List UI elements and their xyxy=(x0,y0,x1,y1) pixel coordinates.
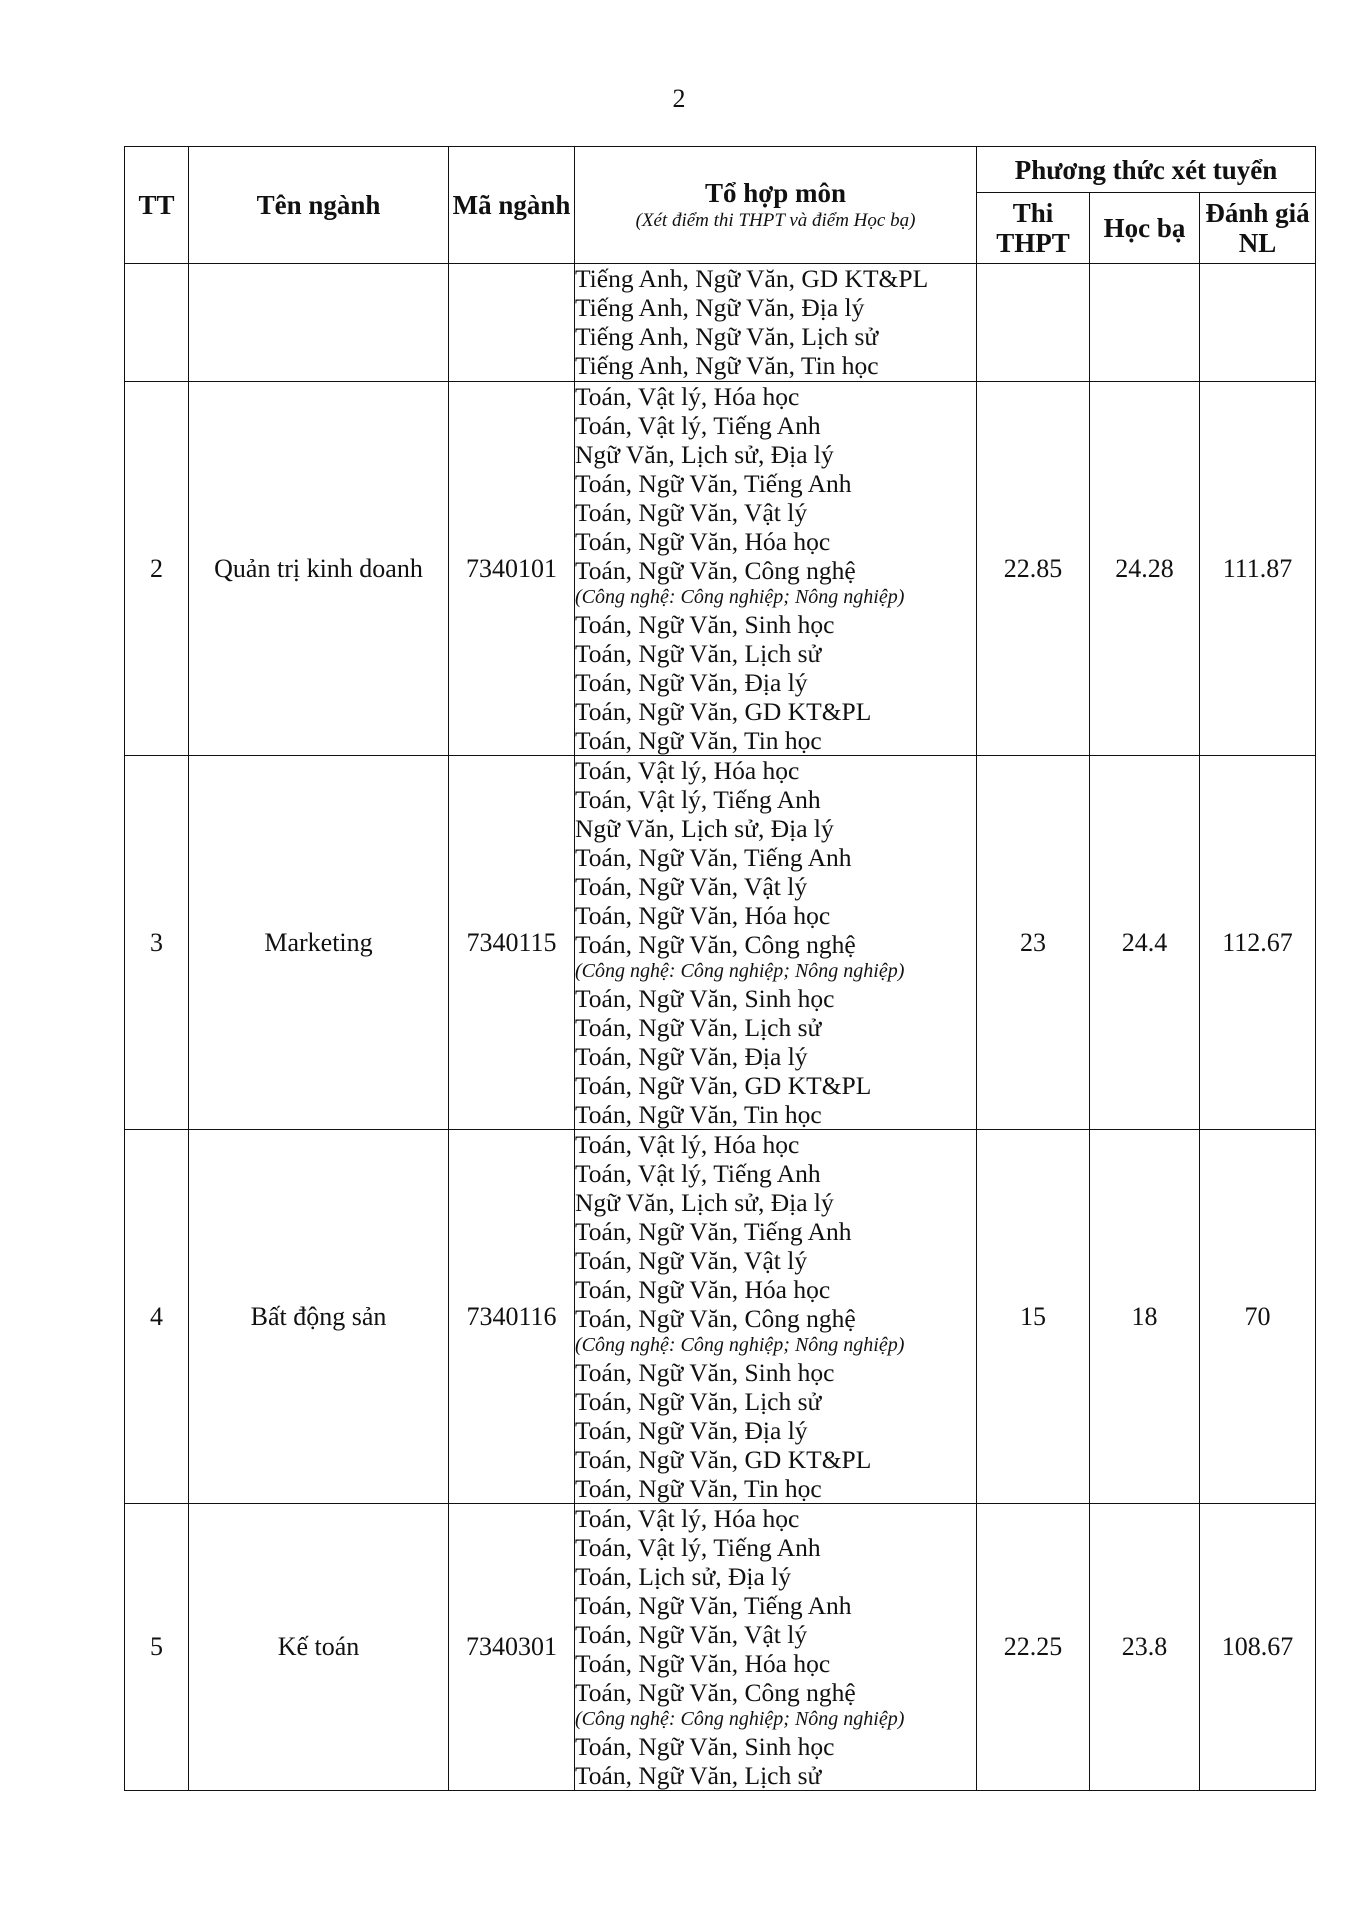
subject-combo: Tiếng Anh, Ngữ Văn, GD KT&PL xyxy=(575,264,929,293)
subject-combo: Toán, Ngữ Văn, Hóa học xyxy=(575,901,831,930)
subject-combo: Toán, Ngữ Văn, Tiếng Anh xyxy=(575,1217,852,1246)
subject-combo: Toán, Vật lý, Hóa học xyxy=(575,1504,800,1533)
header-ten-nganh: Tên ngành xyxy=(189,147,449,264)
row-major-name: Bất động sản xyxy=(189,1130,449,1504)
score-dgnl: 112.67 xyxy=(1200,756,1316,1130)
subject-combo: Toán, Ngữ Văn, Công nghệ xyxy=(575,1304,856,1333)
row-major-name: Kế toán xyxy=(189,1504,449,1791)
subject-combo: Toán, Ngữ Văn, Tiếng Anh xyxy=(575,843,852,872)
subject-combo: Toán, Ngữ Văn, GD KT&PL xyxy=(575,1445,872,1474)
admissions-table xyxy=(124,146,1316,1791)
header-to-hop-title: Tổ hợp môn xyxy=(705,178,846,208)
table-row xyxy=(125,382,1316,756)
score-thpt: 22.85 xyxy=(977,382,1090,756)
score-hoc-ba: 18 xyxy=(1090,1130,1200,1504)
subject-combo: Toán, Ngữ Văn, Công nghệ xyxy=(575,930,856,959)
subject-combo: Toán, Ngữ Văn, Tiếng Anh xyxy=(575,1591,852,1620)
subject-combo: Toán, Vật lý, Tiếng Anh xyxy=(575,1159,821,1188)
subject-combo: Toán, Vật lý, Hóa học xyxy=(575,1130,800,1159)
row-tt: 3 xyxy=(125,756,189,1130)
subject-note: (Công nghệ: Công nghiệp; Nông nghiệp) xyxy=(575,1708,905,1730)
subject-combo: Toán, Ngữ Văn, Sinh học xyxy=(575,984,835,1013)
subject-combo: Toán, Vật lý, Hóa học xyxy=(575,382,800,411)
score-thpt: 15 xyxy=(977,1130,1090,1504)
subject-combo: Toán, Ngữ Văn, Tin học xyxy=(575,1100,822,1129)
row-tt: 4 xyxy=(125,1130,189,1504)
subject-combo: Tiếng Anh, Ngữ Văn, Lịch sử xyxy=(575,322,879,351)
subject-combo: Toán, Ngữ Văn, Hóa học xyxy=(575,527,831,556)
subjects-cell xyxy=(575,1504,977,1791)
subject-combo: Toán, Ngữ Văn, Tin học xyxy=(575,1474,822,1503)
subjects-cell xyxy=(575,756,977,1130)
row-tt: 5 xyxy=(125,1504,189,1791)
subject-combo: Toán, Ngữ Văn, Sinh học xyxy=(575,1358,835,1387)
subject-combo: Toán, Vật lý, Tiếng Anh xyxy=(575,1533,821,1562)
subjects-cell xyxy=(575,382,977,756)
subject-combo: Toán, Ngữ Văn, Vật lý xyxy=(575,1620,808,1649)
score-hoc-ba: 23.8 xyxy=(1090,1504,1200,1791)
subject-note: (Công nghệ: Công nghiệp; Nông nghiệp) xyxy=(575,960,905,982)
table-row-continuation xyxy=(125,264,1316,382)
subject-combo: Toán, Ngữ Văn, Hóa học xyxy=(575,1275,831,1304)
score-hoc-ba: 24.28 xyxy=(1090,382,1200,756)
score-thpt: 23 xyxy=(977,756,1090,1130)
subject-note: (Công nghệ: Công nghiệp; Nông nghiệp) xyxy=(575,1334,905,1356)
row-major-code: 7340115 xyxy=(449,756,575,1130)
row-major-code: 7340116 xyxy=(449,1130,575,1504)
row-major-code: 7340101 xyxy=(449,382,575,756)
header-thi-thpt: Thi THPT xyxy=(977,193,1090,264)
row-tt: 2 xyxy=(125,382,189,756)
score-dgnl: 108.67 xyxy=(1200,1504,1316,1791)
subject-combo: Toán, Ngữ Văn, Tiếng Anh xyxy=(575,469,852,498)
score-dgnl: 111.87 xyxy=(1200,382,1316,756)
score-hoc-ba: 24.4 xyxy=(1090,756,1200,1130)
subject-combo: Toán, Ngữ Văn, Địa lý xyxy=(575,668,808,697)
subject-combo: Toán, Ngữ Văn, Vật lý xyxy=(575,498,808,527)
table-row xyxy=(125,1130,1316,1504)
subject-combo: Toán, Vật lý, Tiếng Anh xyxy=(575,411,821,440)
page-number: 2 xyxy=(672,84,686,113)
subject-combo: Toán, Ngữ Văn, Lịch sử xyxy=(575,1013,822,1042)
subject-combo: Tiếng Anh, Ngữ Văn, Tin học xyxy=(575,351,879,380)
subjects-cell xyxy=(575,264,977,382)
subject-combo: Toán, Vật lý, Hóa học xyxy=(575,756,800,785)
header-to-hop-mon xyxy=(575,147,977,264)
subject-combo: Ngữ Văn, Lịch sử, Địa lý xyxy=(575,1188,834,1217)
subject-combo: Toán, Ngữ Văn, Lịch sử xyxy=(575,1761,822,1790)
subject-combo: Toán, Lịch sử, Địa lý xyxy=(575,1562,791,1591)
subject-combo: Ngữ Văn, Lịch sử, Địa lý xyxy=(575,814,834,843)
header-tt: TT xyxy=(125,147,189,264)
table-row xyxy=(125,1504,1316,1791)
subject-combo: Toán, Ngữ Văn, Vật lý xyxy=(575,1246,808,1275)
row-major-name: Marketing xyxy=(189,756,449,1130)
subject-note: (Công nghệ: Công nghiệp; Nông nghiệp) xyxy=(575,586,905,608)
table-body xyxy=(125,264,1316,1791)
table-row xyxy=(125,756,1316,1130)
header-hoc-ba: Học bạ xyxy=(1090,193,1200,264)
subject-combo: Toán, Ngữ Văn, Sinh học xyxy=(575,1732,835,1761)
score-dgnl: 70 xyxy=(1200,1130,1316,1504)
subject-combo: Toán, Ngữ Văn, Công nghệ xyxy=(575,1678,856,1707)
subject-combo: Toán, Ngữ Văn, GD KT&PL xyxy=(575,697,872,726)
subject-combo: Toán, Ngữ Văn, Sinh học xyxy=(575,610,835,639)
subject-combo: Toán, Ngữ Văn, Địa lý xyxy=(575,1042,808,1071)
subject-combo: Toán, Ngữ Văn, Vật lý xyxy=(575,872,808,901)
header-danh-gia-nl: Đánh giá NL xyxy=(1200,193,1316,264)
subject-combo: Toán, Vật lý, Tiếng Anh xyxy=(575,785,821,814)
row-major-name: Quản trị kinh doanh xyxy=(189,382,449,756)
subject-combo: Toán, Ngữ Văn, Lịch sử xyxy=(575,639,822,668)
subject-combo: Toán, Ngữ Văn, Lịch sử xyxy=(575,1387,822,1416)
subject-combo: Tiếng Anh, Ngữ Văn, Địa lý xyxy=(575,293,865,322)
header-phuong-thuc: Phương thức xét tuyển xyxy=(977,147,1316,193)
header-to-hop-note: (Xét điểm thi THPT và điểm Học bạ) xyxy=(635,210,916,231)
subjects-cell xyxy=(575,1130,977,1504)
subject-combo: Toán, Ngữ Văn, Hóa học xyxy=(575,1649,831,1678)
subject-combo: Toán, Ngữ Văn, Công nghệ xyxy=(575,556,856,585)
subject-combo: Toán, Ngữ Văn, Địa lý xyxy=(575,1416,808,1445)
subject-combo: Toán, Ngữ Văn, GD KT&PL xyxy=(575,1071,872,1100)
header-ma-nganh: Mã ngành xyxy=(449,147,575,264)
subject-combo: Toán, Ngữ Văn, Tin học xyxy=(575,726,822,755)
row-major-code: 7340301 xyxy=(449,1504,575,1791)
subject-combo: Ngữ Văn, Lịch sử, Địa lý xyxy=(575,440,834,469)
score-thpt: 22.25 xyxy=(977,1504,1090,1791)
